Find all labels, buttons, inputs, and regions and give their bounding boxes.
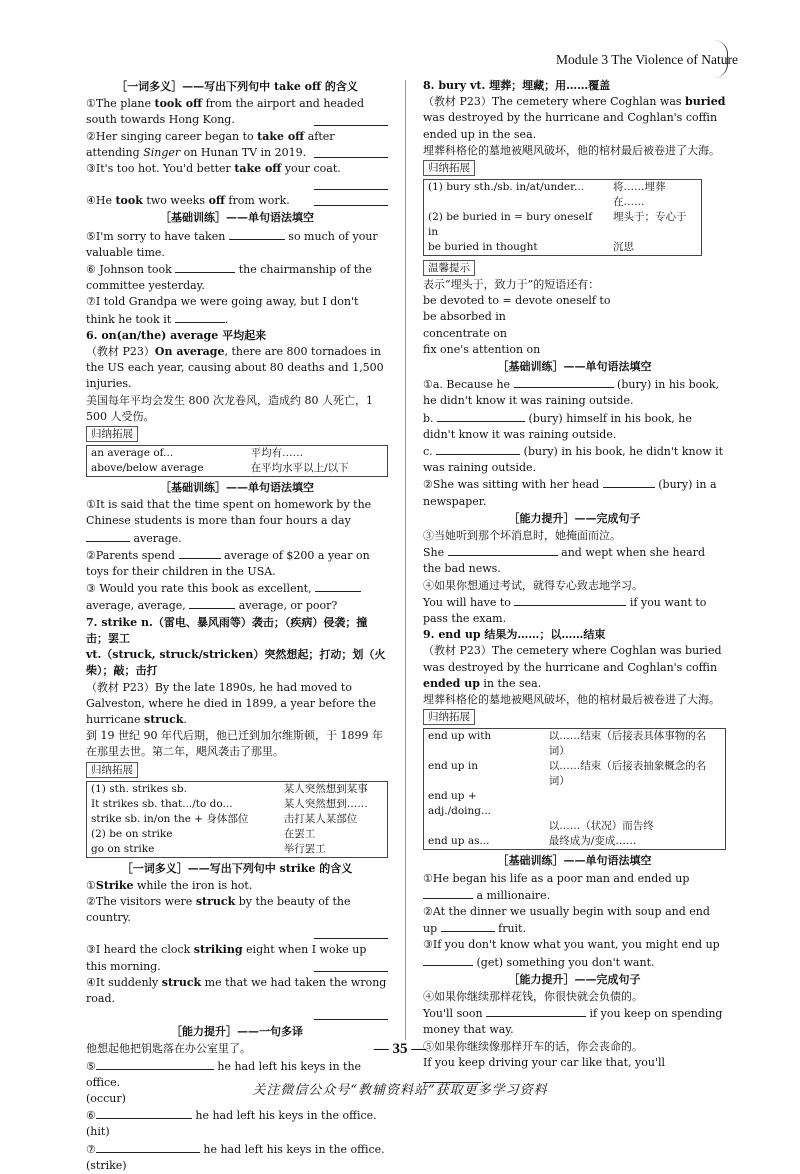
answer-blank[interactable] <box>603 476 655 488</box>
answer-blank[interactable] <box>314 938 388 939</box>
textbook-example: （教材 P23）By the late 1890s, he had moved to Galveston, where he died in 1899, a year before the hurricane struck. <box>86 680 377 726</box>
answer-blank[interactable] <box>314 125 388 126</box>
section-title: ［能力提升］——完成句子 <box>508 972 641 986</box>
exercise-item: ①The plane took off from the airport and headed south towards Hong Kong. <box>86 96 388 128</box>
exercise-hint: (occur) <box>86 1091 126 1105</box>
answer-blank[interactable] <box>514 594 626 606</box>
exercise-item: ①He began his life as a poor man and ended up a millionaire. <box>423 871 690 902</box>
summary-tag: 归纳拓展 <box>423 709 475 725</box>
exercise-item: ②She was sitting with her head (bury) in a newspaper. <box>423 478 717 508</box>
exercise-item: ④He took two weeks off from work. <box>86 193 388 209</box>
chinese-prompt: 他想起他把钥匙落在办公室里了。 <box>86 1042 251 1056</box>
section-title: ［一词多义］——写出下列句中 take off 的含义 <box>116 80 358 93</box>
summary-table: an average of... 平均有…… above/below average 在平均水平以上/以下 <box>86 445 388 477</box>
answer-blank[interactable] <box>175 311 225 323</box>
right-column <box>423 78 726 1088</box>
answer-blank[interactable] <box>96 1107 192 1119</box>
exercise-item: ⑦I told Grandpa we were going away, but I don't think he took it . <box>86 295 359 326</box>
exercise-item: If you keep driving your car like that, you'll . <box>423 1055 666 1086</box>
answer-blank[interactable] <box>86 530 130 542</box>
running-header: Module 3 The Violence of Nature <box>555 52 738 67</box>
textbook-example: （教材 P23）The cemetery where Coghlan was buried was destroyed by the hurricane and Coghlan's coffin ended up in the sea. <box>423 95 726 141</box>
exercise-item: ⑥ Johnson took the chairmanship of the committee yesterday. <box>86 263 372 293</box>
entry-heading: 7. strike n.（雷电、暴风雨等）袭击；（疾病）侵袭；撞击；罢工 <box>86 615 368 645</box>
answer-blank[interactable] <box>514 376 614 388</box>
answer-blank[interactable] <box>448 544 558 556</box>
answer-blank[interactable] <box>189 597 235 609</box>
answer-blank[interactable] <box>486 1005 586 1017</box>
textbook-example: （教材 P23）The cemetery where Coghlan was buried was destroyed by the hurricane and Coghlan's coffin ended up in the sea. <box>423 644 722 690</box>
summary-tag: 归纳拓展 <box>86 762 138 778</box>
section-title: ［基础训练］——单句语法填空 <box>160 481 314 495</box>
exercise-item: ②At the dinner we usually begin with soup and end up fruit. <box>423 904 710 936</box>
tip-line: concentrate on <box>423 326 507 340</box>
chinese-translation: 到 19 世纪 90 年代后期，他已迁到加尔维斯顿，于 1899 年在那里去世。第二年，飓风袭击了那里。 <box>86 729 383 759</box>
entry-heading: vt.（struck, struck/stricken）突然想起；打动；划（火柴）；敲；击打 <box>86 648 386 678</box>
exercise-item: ②Her singing career began to take off after attending Singer on Hunan TV in 2019. <box>86 129 388 161</box>
column-divider <box>405 80 406 1040</box>
exercise-item: You will have to if you want to pass the exam. <box>423 595 707 626</box>
exercise-item: ①Strike while the iron is hot. <box>86 878 253 892</box>
tip-line: be devoted to = devote oneself to <box>423 294 611 308</box>
summary-table: (1) sth. strikes sb. 某人突然想到某事 It strikes sb. that.../to do... 某人突然想到…… strike sb. in/on the + 身体部位 击打某人某部位 (2) be on strike 在罢工 go on strike 举行罢工 <box>86 781 388 858</box>
summary-tag: 归纳拓展 <box>423 160 475 176</box>
textbook-example: （教材 P23）On average, there are 800 tornadoes in the US each year, causing about 80 deaths and 1,500 injuries. <box>86 345 384 391</box>
exercise-item: ⑦ he had left his keys in the office. <box>86 1142 385 1156</box>
answer-blank[interactable] <box>423 954 473 966</box>
tip-line: fix one's attention on <box>423 342 541 356</box>
tip-line: 表示“埋头于，致力于”的短语还有： <box>423 278 600 292</box>
chinese-translation: 美国每年平均会发生 800 次龙卷风，造成约 80 人死亡，1 500 人受伤。 <box>86 393 373 423</box>
entry-heading: 6. on(an/the) average 平均起来 <box>86 328 267 342</box>
exercise-item: ③If you don't know what you want, you might end up (get) something you don't want. <box>423 938 720 969</box>
exercise-hint: (strike) <box>86 1158 127 1172</box>
exercise-item: c. (bury) in his book, he didn't know it was raining outside. <box>423 445 724 475</box>
tip-line: be absorbed in <box>423 310 506 324</box>
exercise-item: ③ Would you rate this book as excellent, average, average, average, or poor? <box>86 580 388 614</box>
section-title: ［基础训练］——单句语法填空 <box>497 854 652 868</box>
section-title: ［一词多义］——写出下列句中 strike 的含义 <box>121 861 353 875</box>
section-title: ［基础训练］——单句语法填空 <box>160 211 314 225</box>
exercise-item: She and wept when she heard the bad news. <box>423 546 705 576</box>
blank-line <box>86 926 388 942</box>
exercise-item: ②The visitors were struck by the beauty of the country. <box>86 894 351 925</box>
answer-blank[interactable] <box>314 205 388 206</box>
section-title: ［能力提升］——一句多译 <box>171 1025 303 1039</box>
blank-line <box>86 177 388 193</box>
chinese-prompt: ⑤如果你继续像那样开车的话，你会丧命的。 <box>423 1039 643 1053</box>
entry-heading: 9. end up 结果为……；以……结束 <box>423 628 606 642</box>
exercise-item: ⑤ he had left his keys in the office. <box>86 1059 362 1089</box>
exercise-item: ⑤I'm sorry to have taken so much of your valuable time. <box>86 229 378 259</box>
answer-blank[interactable] <box>423 887 473 899</box>
chinese-translation: 埋葬科格伦的墓地被飓风破坏，他的棺材最后被卷进了大海。 <box>423 693 720 707</box>
blank-line <box>86 1007 388 1023</box>
chinese-prompt: ④如果你想通过考试，就得专心致志地学习。 <box>423 578 643 592</box>
answer-blank[interactable] <box>175 261 235 273</box>
exercise-item: ①a. Because he (bury) in his book, he didn't know it was raining outside. <box>423 378 720 408</box>
page-number: — 35 — <box>373 1041 427 1057</box>
answer-blank[interactable] <box>314 1019 388 1020</box>
left-column <box>86 78 388 1174</box>
exercise-item: b. (bury) himself in his book, he didn't know it was raining outside. <box>423 411 692 441</box>
entry-heading: 8. bury vt. 埋葬；埋藏；用……覆盖 <box>423 79 611 92</box>
header-ornament <box>713 40 728 78</box>
summary-table: (1) bury sth./sb. in/at/under... 将……埋葬在…… (2) be buried in = bury oneself in 埋头于；专心于 be buried in thought 沉思 <box>423 179 702 256</box>
exercise-item: ④It suddenly struck me that we had taken the wrong road. <box>86 975 387 1005</box>
answer-blank[interactable] <box>441 920 495 932</box>
answer-blank[interactable] <box>314 971 388 972</box>
answer-blank[interactable] <box>315 580 361 592</box>
answer-blank[interactable] <box>314 189 388 190</box>
tip-tag: 温馨提示 <box>423 260 475 276</box>
summary-tag: 归纳拓展 <box>86 426 138 442</box>
exercise-item: ⑥ he had left his keys in the office.(hit) <box>86 1109 377 1139</box>
exercise-item: ①It is said that the time spent on homework by the Chinese students is more than four hours a day average. <box>86 498 372 545</box>
footer-note: 关注微信公众号“教辅资料站”获取更多学习资料 <box>252 1083 548 1098</box>
section-title: ［基础训练］——单句语法填空 <box>497 360 652 374</box>
answer-blank[interactable] <box>436 443 520 455</box>
answer-blank[interactable] <box>96 1141 200 1153</box>
answer-blank[interactable] <box>314 157 388 158</box>
answer-blank[interactable] <box>229 228 285 240</box>
chinese-prompt: ④如果你继续那样花钱，你很快就会负债的。 <box>423 989 643 1003</box>
chinese-translation: 埋葬科格伦的墓地被飓风破坏，他的棺材最后被卷进了大海。 <box>423 143 720 157</box>
answer-blank[interactable] <box>96 1058 214 1070</box>
exercise-item: You'll soon if you keep on spending money that way. <box>423 1007 723 1037</box>
chinese-prompt: ③当她听到那个坏消息时，她掩面而泣。 <box>423 529 621 543</box>
answer-blank[interactable] <box>437 410 525 422</box>
exercise-item: ②Parents spend average of $200 a year on toys for their children in the USA. <box>86 548 370 579</box>
exercise-item: ③It's too hot. You'd better take off your coat. <box>86 162 341 176</box>
section-title: ［能力提升］——完成句子 <box>508 511 641 525</box>
answer-blank[interactable] <box>179 547 221 559</box>
exercise-item: ③I heard the clock striking eight when I woke up this morning. <box>86 942 388 974</box>
summary-table: end up with 以……结束（后接表具体事物的名词） end up in 以……结束（后接表抽象概念的名词） end up + adj./doing... 以……（状况）而告终 end up as... 最终成为/变成…… <box>423 728 726 850</box>
